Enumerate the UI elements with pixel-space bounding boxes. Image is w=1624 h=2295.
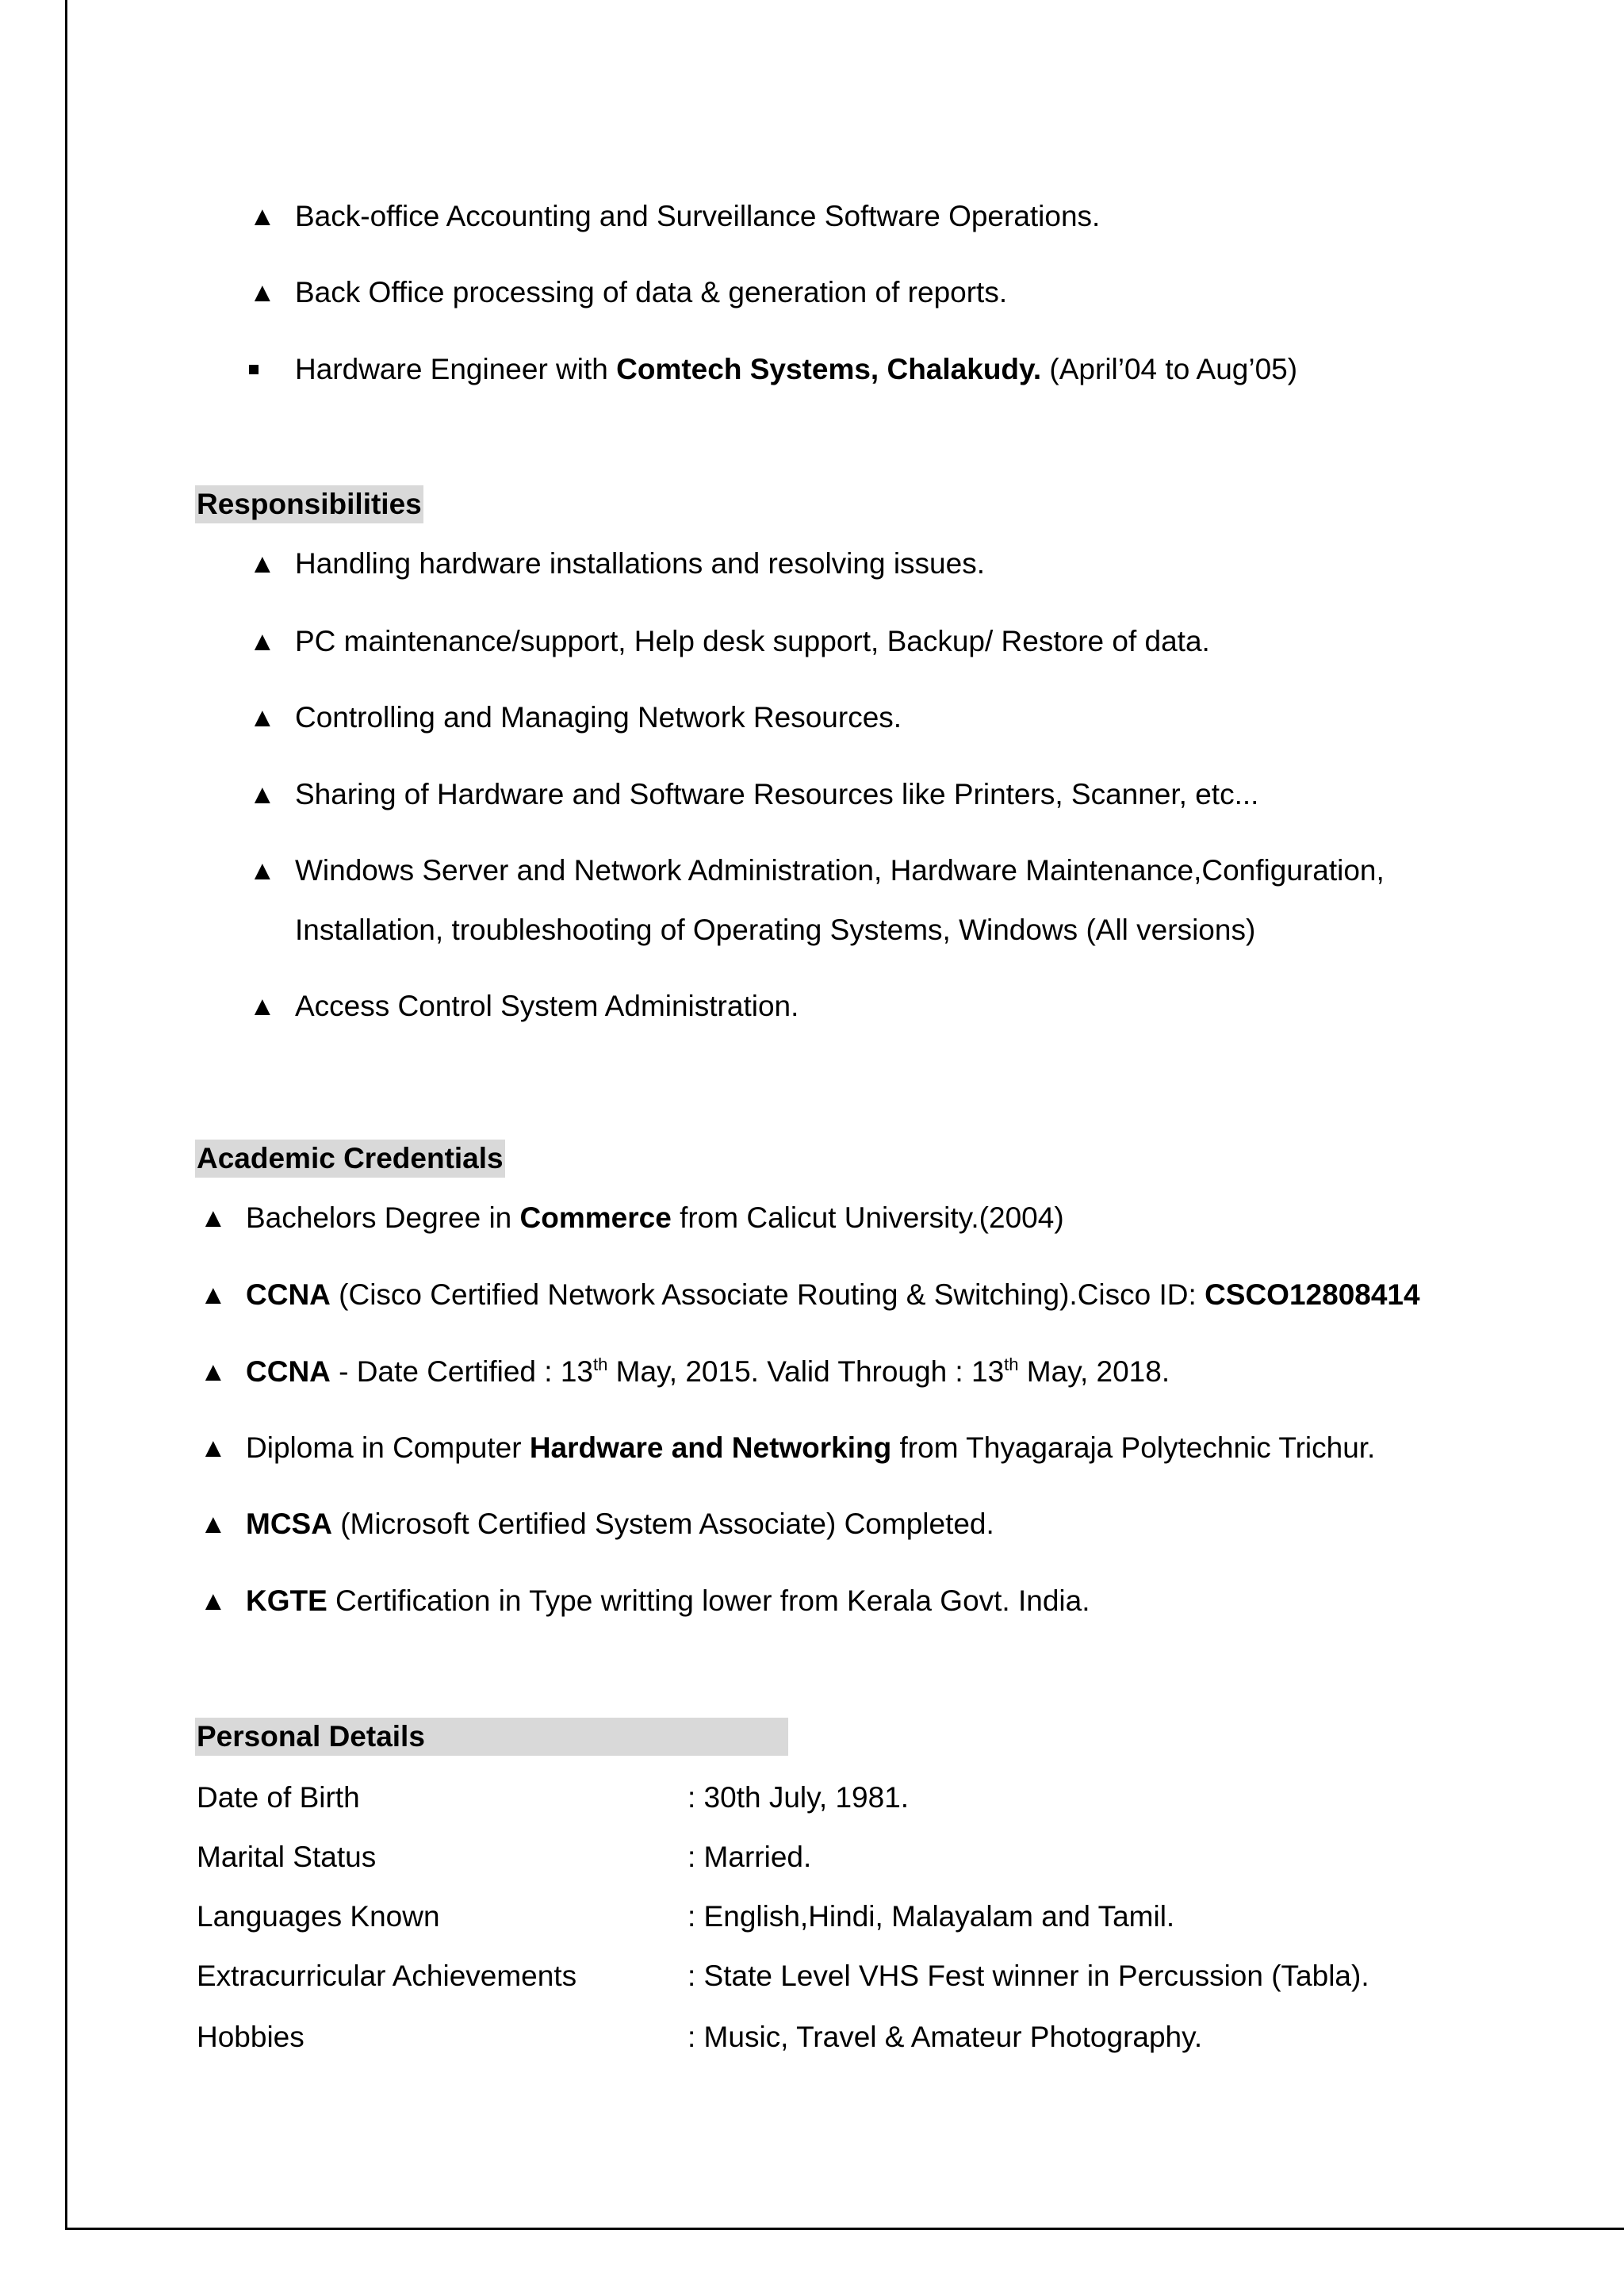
triangle-bullet-icon: ▲ bbox=[200, 1509, 227, 1539]
experience-bullet: Back Office processing of data & generation of reports. bbox=[295, 276, 1008, 308]
triangle-bullet-icon: ▲ bbox=[249, 780, 276, 810]
square-bullet-icon bbox=[249, 365, 259, 374]
personal-label: Extracurricular Achievements bbox=[197, 1960, 577, 1992]
triangle-bullet-icon: ▲ bbox=[249, 201, 276, 232]
academic-item-mcsa: MCSA (Microsoft Certified System Associate) Completed. bbox=[246, 1508, 994, 1540]
academic-item-ccna-dates: CCNA - Date Certified : 13th May, 2015. Valid Through : 13th May, 2018. bbox=[246, 1354, 1170, 1388]
personal-value: : English,Hindi, Malayalam and Tamil. bbox=[688, 1900, 1175, 1933]
triangle-bullet-icon: ▲ bbox=[249, 549, 276, 579]
personal-label: Hobbies bbox=[197, 2021, 304, 2053]
personal-value: : 30th July, 1981. bbox=[688, 1781, 910, 1814]
job-period: (April’04 to Aug’05) bbox=[1041, 353, 1298, 385]
personal-label: Marital Status bbox=[197, 1841, 377, 1873]
academic-item-diploma: Diploma in Computer Hardware and Networking from Thyagaraja Polytechnic Trichur. bbox=[246, 1431, 1376, 1464]
academic-item-bachelors: Bachelors Degree in Commerce from Calicut University.(2004) bbox=[246, 1201, 1064, 1234]
triangle-bullet-icon: ▲ bbox=[249, 991, 276, 1021]
section-heading-responsibilities: Responsibilities bbox=[195, 485, 423, 523]
triangle-bullet-icon: ▲ bbox=[200, 1586, 227, 1616]
experience-bullet: Back-office Accounting and Surveillance Software Operations. bbox=[295, 200, 1101, 232]
responsibility-item: Sharing of Hardware and Software Resources like Printers, Scanner, etc... bbox=[295, 778, 1259, 810]
personal-label: Languages Known bbox=[197, 1900, 440, 1933]
triangle-bullet-icon: ▲ bbox=[249, 856, 276, 886]
responsibility-item: Windows Server and Network Administration, Hardware Maintenance,Configuration, bbox=[295, 854, 1385, 887]
academic-item-ccna-id: CCNA (Cisco Certified Network Associate Routing & Switching).Cisco ID: CSCO12808414 bbox=[246, 1278, 1420, 1311]
responsibility-item: Access Control System Administration. bbox=[295, 990, 799, 1022]
job-entry bbox=[295, 351, 1297, 388]
triangle-bullet-icon: ▲ bbox=[200, 1280, 227, 1310]
responsibility-item-continuation: Installation, troubleshooting of Operating Systems, Windows (All versions) bbox=[295, 914, 1256, 946]
triangle-bullet-icon: ▲ bbox=[249, 703, 276, 733]
personal-value: : Married. bbox=[688, 1841, 812, 1873]
responsibility-item: Handling hardware installations and resolving issues. bbox=[295, 547, 985, 580]
personal-value: : State Level VHS Fest winner in Percussion (Tabla). bbox=[688, 1960, 1369, 1992]
responsibility-item: Controlling and Managing Network Resources. bbox=[295, 701, 902, 734]
triangle-bullet-icon: ▲ bbox=[249, 278, 276, 308]
triangle-bullet-icon: ▲ bbox=[200, 1433, 227, 1463]
section-heading-academic: Academic Credentials bbox=[195, 1140, 505, 1178]
triangle-bullet-icon: ▲ bbox=[249, 626, 276, 657]
job-title: Hardware Engineer with bbox=[295, 353, 617, 385]
triangle-bullet-icon: ▲ bbox=[200, 1357, 227, 1387]
personal-label: Date of Birth bbox=[197, 1781, 360, 1814]
personal-value: : Music, Travel & Amateur Photography. bbox=[688, 2021, 1203, 2053]
job-company: Comtech Systems, Chalakudy. bbox=[616, 353, 1042, 385]
academic-item-kgte: KGTE Certification in Type writting lower from Kerala Govt. India. bbox=[246, 1584, 1090, 1617]
triangle-bullet-icon: ▲ bbox=[200, 1203, 227, 1233]
section-heading-personal: Personal Details bbox=[195, 1718, 788, 1756]
page-border bbox=[65, 0, 1624, 2230]
responsibility-item: PC maintenance/support, Help desk support, Backup/ Restore of data. bbox=[295, 625, 1210, 657]
